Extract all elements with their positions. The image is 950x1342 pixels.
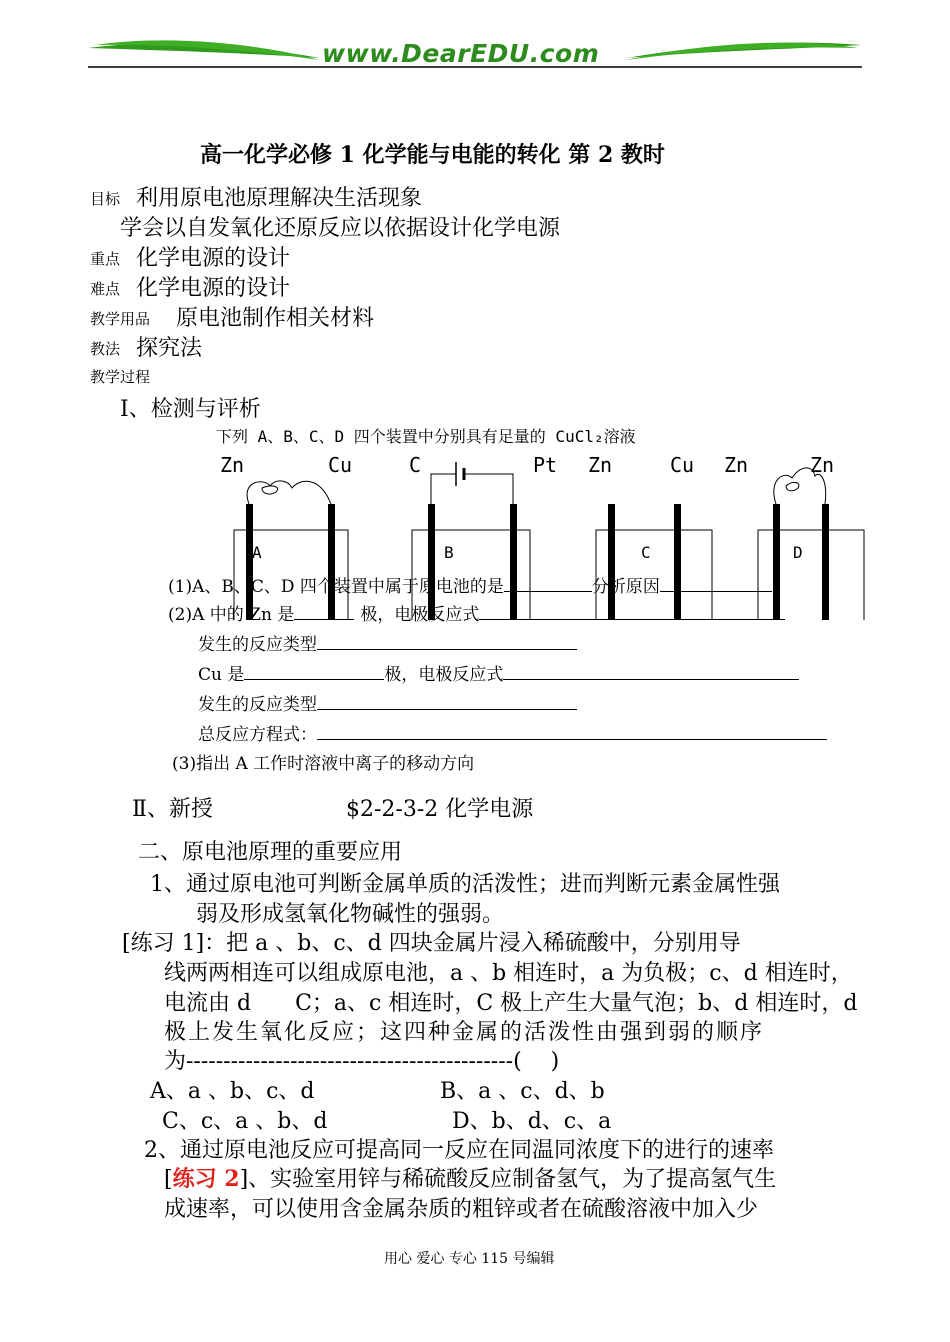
method-label: 教法 [90, 340, 121, 358]
exercise-1-line-5: 为--------------------------------------------( ) [164, 1049, 560, 1074]
question-2-cu: Cu 是 [198, 665, 245, 685]
option-d[interactable]: D、b、d、c、a [452, 1109, 612, 1134]
answer-blank[interactable] [504, 573, 592, 592]
answer-blank[interactable] [244, 661, 384, 680]
wire-d-loop [786, 482, 799, 490]
electrode-label: Zn [588, 453, 613, 477]
wire-a [247, 481, 331, 504]
exercise-1-line-4: 极上发生氧化反应；这四种金属的活泼性由强到弱的顺序 [164, 1020, 765, 1045]
difficulty-value: 化学电源的设计 [136, 276, 291, 301]
answer-blank[interactable] [660, 573, 772, 592]
answer-blank[interactable] [317, 691, 577, 710]
question-1 [168, 572, 772, 597]
answer-blank[interactable] [317, 721, 827, 740]
electrode-label: Pt [533, 453, 558, 477]
beaker-label: A [252, 543, 262, 562]
method-value: 探究法 [136, 336, 203, 361]
question-2-text: (2)A 中的 Zn 是 [168, 605, 295, 625]
electrode-label: Zn [220, 453, 245, 477]
exercise-1-line-2: 线两两相连可以组成原电池，a 、b 相连时，a 为负极；c、d 相连时， [164, 961, 853, 986]
question-2-type-row [198, 630, 577, 655]
question-3: (3)指出 A 工作时溶液中离子的移动方向 [172, 754, 475, 774]
electrode-label: C [409, 453, 422, 477]
wire-a-loop [262, 486, 278, 494]
question-2-type: 发生的反应类型 [198, 635, 317, 655]
exercise-2-text: ]、实验室用锌与稀硫酸反应制备氢气，为了提高氢气生 [239, 1167, 777, 1192]
wire-b-right [464, 474, 513, 504]
right-leaf-swoosh-2 [626, 43, 858, 60]
exercise-2-line-2: 成速率，可以使用含金属杂质的粗锌或者在硫酸溶液中加入少 [164, 1197, 759, 1222]
exercise-2-label: 练习 2 [172, 1166, 240, 1192]
point-1-line-2: 弱及形成氢氧化物碱性的强弱。 [196, 902, 505, 927]
question-2-type2: 发生的反应类型 [198, 695, 317, 715]
part-title: 二、原电池原理的重要应用 [138, 840, 403, 865]
site-logo-text[interactable]: www.DearEDU.com [322, 39, 600, 68]
question-2-cu-electrode: 极，电极反应式 [384, 665, 504, 685]
wire-b-left [431, 474, 456, 504]
electrode-label: Zn [810, 453, 835, 477]
exercise-1-line-3: 电流由 d C；a、c 相连时，C 极上产生大量气泡；b、d 相连时，d [164, 991, 858, 1016]
exercise-1-line-1: [练习 1]：把 a 、b、c、d 四块金属片浸入稀硫酸中，分别用导 [122, 931, 741, 956]
electrode-zn-d2 [822, 504, 829, 620]
key-label: 重点 [90, 250, 121, 268]
beaker-label: D [793, 543, 803, 562]
electrode-label: Cu [670, 453, 695, 477]
answer-blank[interactable] [479, 601, 785, 620]
goal-1: 利用原电池原理解决生活现象 [136, 186, 423, 211]
exercise-2-line-1 [164, 1162, 776, 1193]
option-a[interactable]: A、a 、b、c、d [150, 1079, 315, 1104]
point-2: 2、通过原电池反应可提高同一反应在同温同浓度下的进行的速率 [144, 1138, 774, 1163]
section2-subheading: $2-2-3-2 化学电源 [346, 797, 534, 822]
answer-blank[interactable] [294, 601, 354, 620]
page-footer: 用心 爱心 专心 115 号编辑 [384, 1251, 555, 1267]
section1-intro: 下列 A、B、C、D 四个装置中分别具有足量的 CuCl₂溶液 [216, 427, 636, 446]
beaker-label: C [641, 543, 651, 562]
process-label: 教学过程 [90, 368, 151, 386]
question-1-reason: 分析原因 [591, 577, 660, 597]
wire-d [774, 468, 826, 504]
goal-label: 目标 [90, 190, 121, 208]
answer-blank[interactable] [503, 661, 799, 680]
question-2-electrode: 极，电极反应式 [360, 605, 480, 625]
question-1-text: (1)A、B、C、D 四个装置中属于原电池的是 [168, 577, 504, 597]
question-2-type2-row [198, 690, 577, 715]
exercise-2-bracket: [ [164, 1167, 173, 1192]
difficulty-label: 难点 [90, 280, 121, 298]
tools-label: 教学用品 [90, 310, 151, 328]
section1-heading: Ⅰ、检测与评析 [120, 397, 261, 422]
goal-2: 学会以自发氧化还原反应以依据设计化学电源 [120, 216, 561, 241]
answer-blank[interactable] [317, 631, 577, 650]
electrode-label: Zn [724, 453, 749, 477]
question-2 [168, 600, 785, 625]
page-title: 高一化学必修 1 化学能与电能的转化 第 2 教时 [200, 142, 665, 168]
question-2-total-row [198, 720, 827, 745]
beaker-label: B [444, 543, 454, 562]
point-1-line-1: 1、通过原电池可判断金属单质的活泼性；进而判断元素金属性强 [150, 872, 780, 897]
key-value: 化学电源的设计 [136, 246, 291, 271]
option-b[interactable]: B、a 、c、d、b [440, 1079, 605, 1104]
question-2-cu-row [198, 660, 799, 685]
option-c[interactable]: C、c、a 、b、d [162, 1109, 328, 1134]
section2-heading: Ⅱ、新授 [132, 797, 213, 822]
question-2-total: 总反应方程式： [198, 725, 317, 745]
electrode-label: Cu [328, 453, 353, 477]
tools-value: 原电池制作相关材料 [176, 306, 375, 331]
